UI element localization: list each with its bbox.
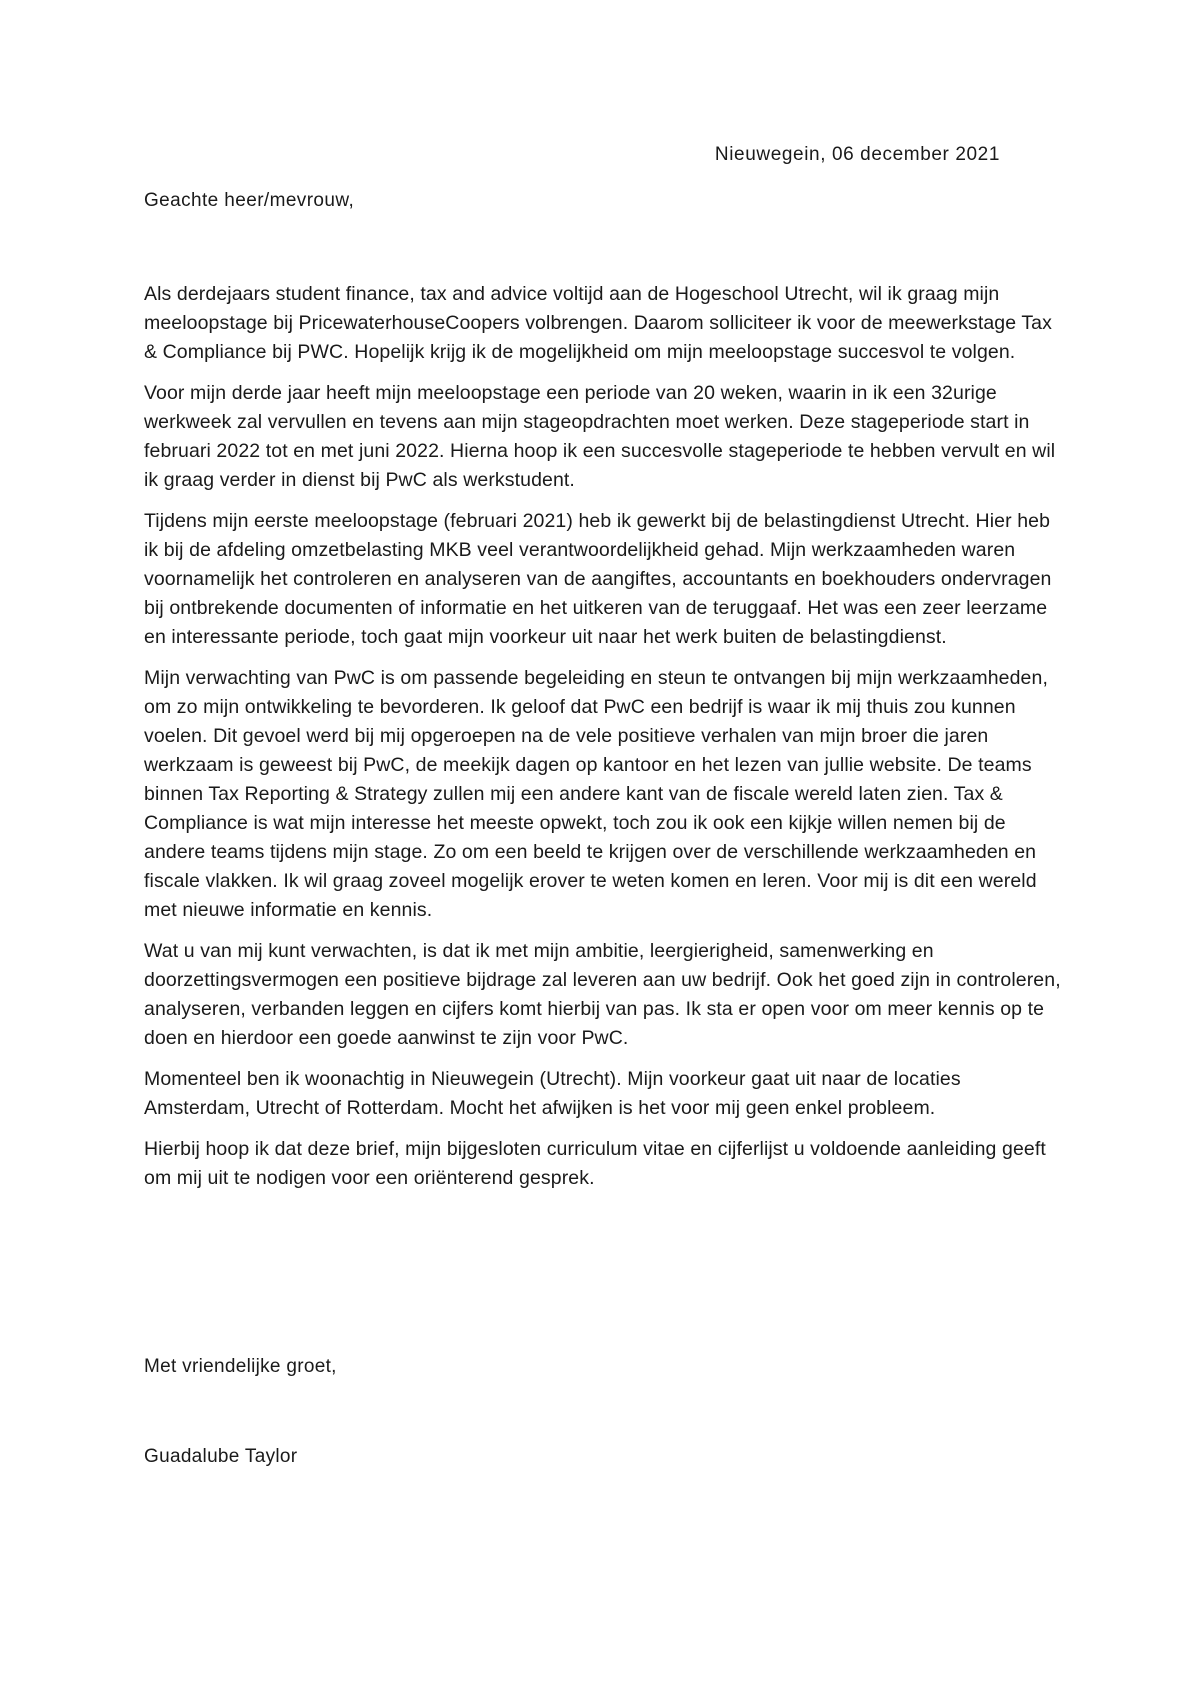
salutation: Geachte heer/mevrouw, <box>144 190 355 211</box>
paragraph-intro: Als derdejaars student finance, tax and advice voltijd aan de Hogeschool Utrecht, wil ik graag mijn meeloopstage bij PricewaterhouseCoopers volbrengen. Daarom solliciteer ik voor de meewerkstage Tax & Compliance bij PWC. Hopelijk krijg ik de mogelijkheid om mijn meeloopstage succesvol te volgen. <box>144 283 1052 363</box>
closing: Met vriendelijke groet, <box>144 1356 337 1377</box>
paragraph-location: Momenteel ben ik woonachtig in Nieuwegein (Utrecht). Mijn voorkeur gaat uit naar de locaties Amsterdam, Utrecht of Rotterdam. Mocht het afwijken is het voor mij geen enkel probleem. <box>144 1068 961 1119</box>
signature-name: Guadalube Taylor <box>144 1446 298 1467</box>
paragraph-qualities: Wat u van mij kunt verwachten, is dat ik met mijn ambitie, leergierigheid, samenwerking en doorzettingsvermogen een positieve bijdrage zal leveren aan uw bedrijf. Ook het goed zijn in controleren, analyseren, verbanden leggen en cijfers komt hierbij van pas. Ik sta er open voor om meer kennis op te doen en hierdoor een goede aanwinst te zijn voor PwC. <box>144 940 1061 1049</box>
letter-body <box>144 280 1066 1205</box>
paragraph-expectations: Mijn verwachting van PwC is om passende begeleiding en steun te ontvangen bij mijn werkzaamheden, om zo mijn ontwikkeling te bevorderen. Ik geloof dat PwC een bedrijf is waar ik mij thuis zou kunnen voelen. Dit gevoel werd bij mij opgeroepen na de vele positieve verhalen van mijn broer die jaren werkzaam is geweest bij PwC, de meekijk dagen op kantoor en het lezen van jullie website. De teams binnen Tax Reporting & Strategy zullen mij een andere kant van de fiscale wereld laten zien. Tax & Compliance is wat mijn interesse het meeste opwekt, toch zou ik ook een kijkje willen nemen bij de andere teams tijdens mijn stage. Zo om een beeld te krijgen over de verschillende werkzaamheden en fiscale vlakken. Ik wil graag zoveel mogelijk erover te weten komen en leren. Voor mij is dit een wereld met nieuwe informatie en kennis. <box>144 667 1048 921</box>
paragraph-internship-period: Voor mijn derde jaar heeft mijn meeloopstage een periode van 20 weken, waarin in ik een 32urige werkweek zal vervullen en tevens aan mijn stageopdrachten moet werken. Deze stageperiode start in februari 2022 tot en met juni 2022. Hierna hoop ik een succesvolle stageperiode te hebben vervult en wil ik graag verder in dienst bij PwC als werkstudent. <box>144 382 1056 491</box>
date-line: Nieuwegein, 06 december 2021 <box>714 144 1000 165</box>
paragraph-previous-internship: Tijdens mijn eerste meeloopstage (februari 2021) heb ik gewerkt bij de belastingdienst Utrecht. Hier heb ik bij de afdeling omzetbelasting MKB veel verantwoordelijkheid gehad. Mijn werkzaamheden waren voornamelijk het controleren en analyseren van de aangiftes, accountants en boekhouders ondervragen bij ontbrekende documenten of informatie en het uitkeren van de teruggaaf. Het was een zeer leerzame en interessante periode, toch gaat mijn voorkeur uit naar het werk buiten de belastingdienst. <box>144 510 1052 648</box>
paragraph-conclusion: Hierbij hoop ik dat deze brief, mijn bijgesloten curriculum vitae en cijferlijst u voldoende aanleiding geeft om mij uit te nodigen voor een oriënterend gesprek. <box>144 1138 1046 1189</box>
